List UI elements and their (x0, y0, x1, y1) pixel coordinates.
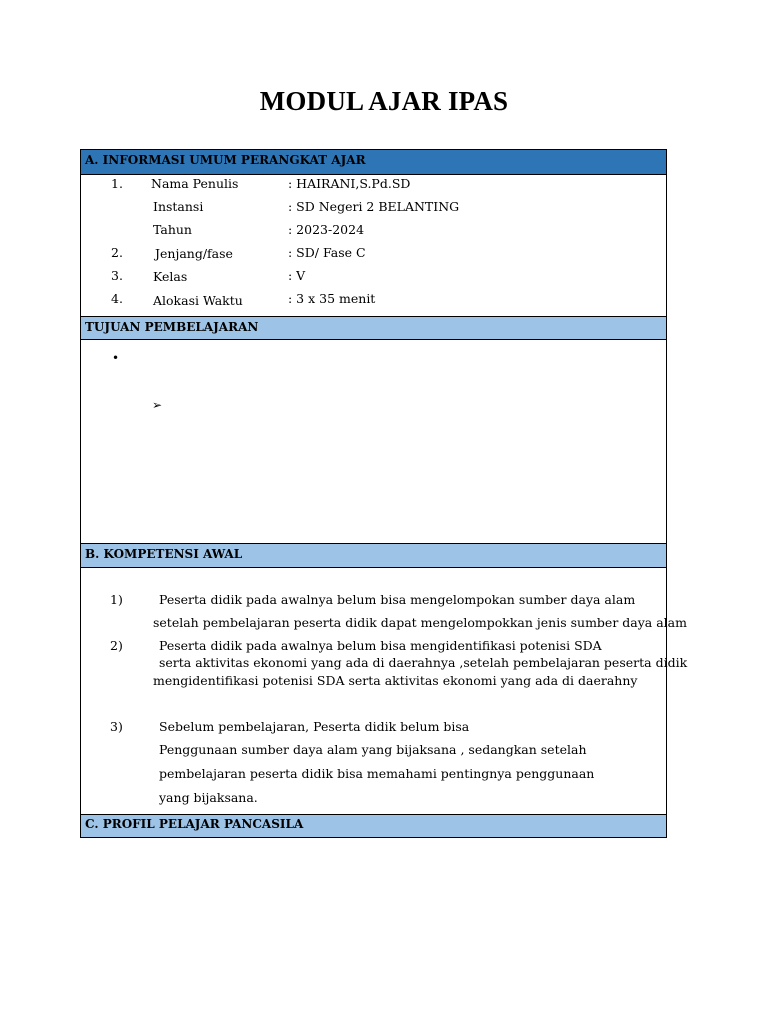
row-label-nama-penulis: Nama Penulis (151, 176, 239, 191)
row-number: 4. (111, 291, 123, 306)
row-value-kelas: : V (288, 268, 306, 283)
item-text-line: mengidentifikasi potenisi SDA serta aktivitas ekonomi yang ada di daerahny (153, 673, 638, 688)
item-number: 1) (110, 592, 123, 607)
modul-table (80, 149, 688, 838)
section-b-header-label: B. KOMPETENSI AWAL (85, 547, 243, 561)
item-number: 3) (110, 719, 123, 734)
item-text-line: Penggunaan sumber daya alam yang bijaksana , sedangkan setelah (159, 742, 587, 757)
tujuan-header-label: TUJUAN PEMBELAJARAN (85, 320, 259, 334)
section-c-header-label: C. PROFIL PELAJAR PANCASILA (85, 817, 304, 831)
item-text-line: pembelajaran peserta didik bisa memahami pentingnya penggunaan (159, 766, 595, 781)
item-text-line: Sebelum pembelajaran, Peserta didik belum bisa (159, 719, 470, 734)
row-label-tahun: Tahun (153, 222, 192, 237)
item-text-line: Peserta didik pada awalnya belum bisa mengelompokan sumber daya alam (159, 592, 636, 607)
row-label-instansi: Instansi (153, 199, 204, 214)
row-label-kelas: Kelas (153, 269, 188, 284)
section-a-header (81, 150, 666, 175)
item-text-line: Peserta didik pada awalnya belum bisa mengidentifikasi potenisi SDA (159, 638, 602, 653)
row-label-jenjang: Jenjang/fase (155, 246, 233, 261)
tujuan-header (81, 317, 666, 340)
section-c-header (81, 815, 666, 837)
row-label-alokasi-waktu: Alokasi Waktu (153, 293, 243, 308)
row-value-jenjang: : SD/ Fase C (288, 245, 366, 260)
section-b-header (81, 544, 666, 568)
row-value-alokasi-waktu: : 3 x 35 menit (288, 291, 376, 306)
row-number: 1. (111, 176, 123, 191)
arrow-bullet-icon: ➢ (152, 398, 163, 412)
item-number: 2) (110, 638, 123, 653)
row-value-nama-penulis: : HAIRANI,S.Pd.SD (288, 176, 411, 191)
item-text-line: serta aktivitas ekonomi yang ada di daerahnya ,setelah pembelajaran peserta didik (159, 655, 688, 670)
row-number: 2. (111, 245, 123, 260)
section-a-header-label: A. INFORMASI UMUM PERANGKAT AJAR (85, 153, 366, 167)
bullet-icon: • (112, 351, 120, 365)
document-title: MODUL AJAR IPAS (259, 86, 509, 116)
row-value-instansi: : SD Negeri 2 BELANTING (288, 199, 460, 214)
row-number: 3. (111, 268, 123, 283)
item-text-line: setelah pembelajaran peserta didik dapat mengelompokkan jenis sumber daya alam (153, 615, 687, 630)
row-value-tahun: : 2023-2024 (288, 222, 365, 237)
item-text-line: yang bijaksana. (159, 790, 258, 805)
